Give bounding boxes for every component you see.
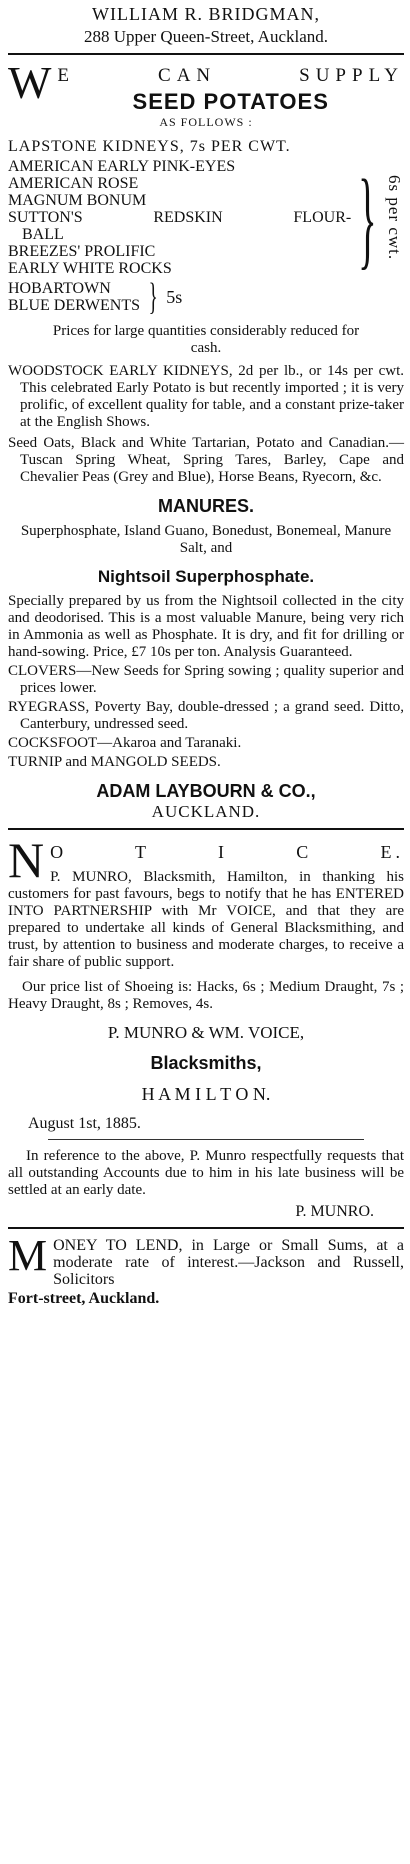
firm-name: ADAM LAYBOURN & CO., — [96, 781, 316, 801]
money-to-lend-ad — [8, 1235, 404, 1308]
potato-list — [8, 158, 351, 277]
brace-icon: } — [358, 156, 377, 279]
ad-title: SEED POTATOES — [132, 89, 329, 114]
drop-cap-w: W — [8, 61, 52, 108]
manures-heading: MANURES. — [157, 496, 254, 516]
money-address: Fort-street, Auckland. — [8, 1290, 160, 1307]
lapstone-line: LAPSTONE KIDNEYS, 7s PER CWT. — [8, 138, 291, 155]
notice-date: August 1st, 1885. — [28, 1115, 141, 1132]
woodstock-paragraph: WOODSTOCK EARLY KIDNEYS, 2d per lb., or 14s per cwt. This celebrated Early Potato is but recently imported ; it is very prolific, of excellent quality for table, and a constant prize-taker at the English Shows. — [8, 363, 404, 430]
potato-group-5s — [8, 277, 404, 317]
notice-heading: O T I C E. — [50, 842, 404, 862]
shoeing-prices: Our price list of Shoeing is: Hacks, 6s ; Medium Draught, 7s ; Heavy Draught, 8s ; Removes, 4s. — [8, 979, 404, 1012]
as-follows: AS FOLLOWS : — [159, 115, 253, 129]
group-price: 6s per cwt. — [385, 174, 404, 261]
reference-paragraph: In reference to the above, P. Munro respectfully requests that all outstanding Accounts due to him in his late business will be settled at an early date. — [8, 1148, 404, 1198]
advertiser-name: WILLIAM R. BRIDGMAN, — [92, 4, 320, 24]
seed-potatoes-ad — [8, 61, 404, 486]
divider — [48, 1139, 364, 1140]
cocksfoot-line: COCKSFOOT—Akaroa and Taranaki. — [8, 735, 242, 751]
divider — [8, 1227, 404, 1229]
notice-ad — [8, 836, 404, 1221]
drop-cap-m: M — [8, 1235, 48, 1280]
signature: P. MUNRO. — [295, 1203, 374, 1220]
nightsoil-heading: Nightsoil Superphosphate. — [97, 567, 315, 586]
potato-item: AMERICAN ROSE — [8, 175, 139, 192]
seed-oats-paragraph: Seed Oats, Black and White Tartarian, Potato and Canadian.—Tuscan Spring Wheat, Spring Tares, Barley, Cape and Chevalier Peas (Grey and Blue), Horse Beans, Ryecorn, &c. — [8, 435, 404, 485]
divider — [8, 828, 404, 830]
potato-item: BREEZES' PROLIFIC — [8, 243, 156, 260]
divider — [8, 53, 404, 55]
drop-cap-n: N — [8, 836, 45, 888]
potato-item: SUTTON'S REDSKIN FLOUR- — [8, 209, 352, 226]
manures-list: Superphosphate, Island Guano, Bonedust, Bonemeal, Manure Salt, and — [20, 523, 392, 556]
clovers-paragraph: CLOVERS—New Seeds for Spring sowing ; quality superior and prices lower. — [8, 663, 404, 696]
group-price: 5s — [166, 286, 183, 307]
money-text: ONEY TO LEND, in Large or Small Sums, at a moderate rate of interest.—Jackson and Russell, Solicitors — [53, 1237, 404, 1288]
newspaper-column — [0, 4, 410, 1864]
prices-note: Prices for large quantities considerably reduced for cash. — [52, 323, 360, 356]
notice-body: P. MUNRO, Blacksmith, Hamilton, in thanking his customers for past favours, begs to notify that he has ENTERED INTO PARTNERSHIP with Mr VOICE, and that they are prepared to undertake all kinds of General Blacksmithing, and trust, by attention to business and moderate charges, to receive a fair share of public support. — [8, 869, 404, 970]
potato-item: BLUE DERWENTS — [8, 297, 140, 314]
town-heading: H A M I L T O N. — [141, 1084, 271, 1104]
advertiser-address: 288 Upper Queen-Street, Auckland. — [83, 27, 329, 46]
turnip-line: TURNIP and MANGOLD SEEDS. — [8, 754, 221, 770]
potato-item: EARLY WHITE ROCKS — [8, 260, 172, 277]
potato-item: BALL — [22, 226, 64, 243]
potato-item: HOBARTOWN — [8, 280, 111, 297]
potato-item: AMERICAN EARLY PINK-EYES — [8, 158, 236, 175]
nightsoil-paragraph: Specially prepared by us from the Nightsoil collected in the city and deodorised. This is a most valuable Manure, being very rich in Ammonia as well as Phosphate. It is dry, and fit for drilling or hand-sowing. Price, £7 10s per ton. Analysis Guaranteed. — [8, 593, 404, 660]
partners-name: P. MUNRO & WM. VOICE, — [107, 1023, 305, 1042]
brace-icon: } — [148, 276, 158, 318]
trade-heading: Blacksmiths, — [150, 1053, 262, 1073]
firm-city: AUCKLAND. — [151, 802, 261, 821]
ryegrass-paragraph: RYEGRASS, Poverty Bay, double-dressed ; a grand seed. Ditto, Canterbury, undressed seed. — [8, 699, 404, 732]
potato-group-6s — [8, 158, 404, 277]
we-can-supply: E CAN SUPPLY — [57, 65, 404, 86]
potato-item: MAGNUM BONUM — [8, 192, 147, 209]
